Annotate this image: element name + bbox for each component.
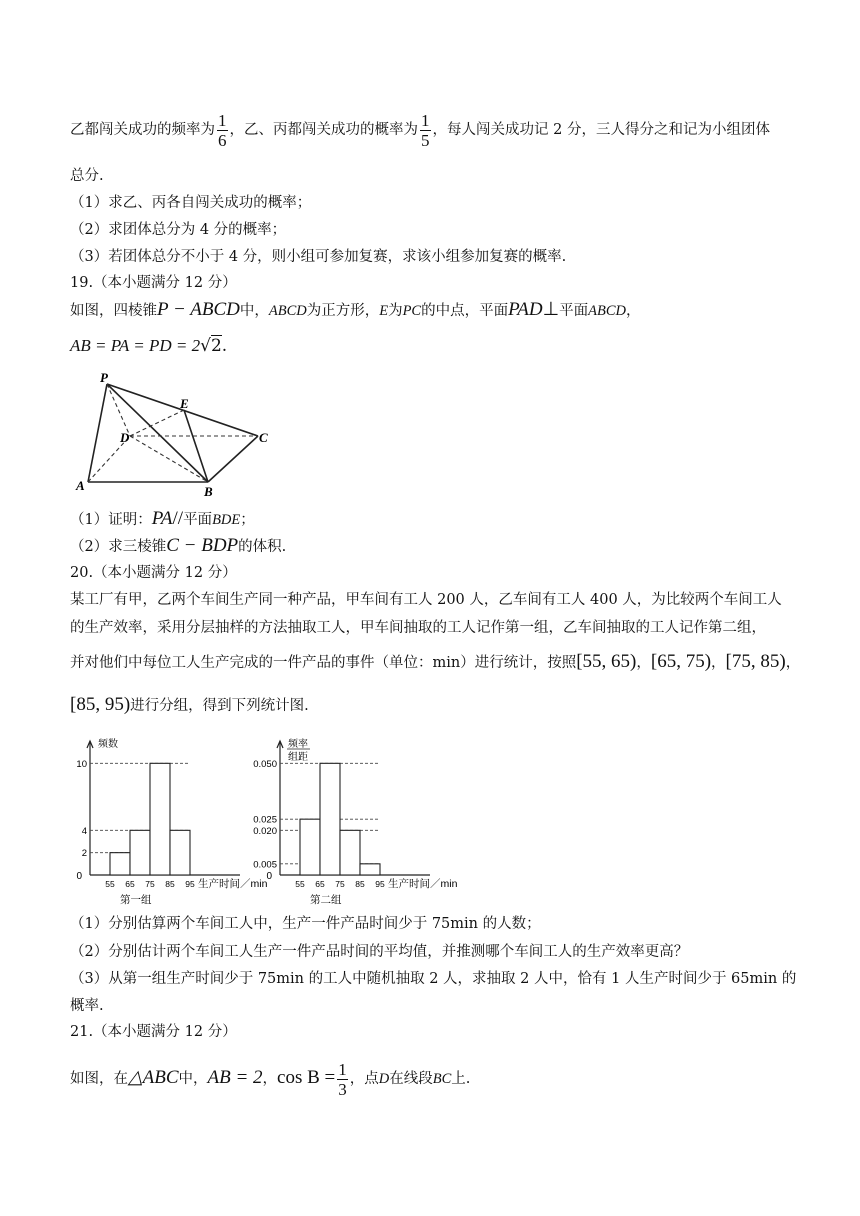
y-tick-label: 0.025 [253,814,277,826]
chart-title: 第二组 [310,894,342,906]
vertex-label-a: A [76,478,85,493]
p18-question-3: （3）若团体总分不小于 4 分，则小组可参加复赛，求该小组参加复赛的概率. [70,249,567,265]
p18-text-a: 乙都闯关成功的频率为 [70,122,215,138]
y-axis-label: 频率 [288,739,308,750]
p20-question-3a: （3）从第一组生产时间少于 75min 的工人中随机抽取 2 人，求抽取 2 人中，恰有 1 人生产时间少于 65min 的 [70,971,797,987]
y-tick-label: 4 [81,825,87,837]
p18-text-c: ，每人闯关成功记 2 分，三人得分之和记为小组团体 [432,122,770,138]
y-tick-label: 0.050 [253,758,277,770]
pyramid-figure [70,370,280,500]
p20-text-line1: 某工厂有甲，乙两个车间生产同一种产品，甲车间有工人 200 人，乙车间有工人 400 人，为比较两个车间工人 [70,592,782,608]
p18-question-1: （1）求乙、丙各自闯关成功的概率； [70,195,312,211]
x-tick-label: 55 [295,879,305,889]
y-axis-label-denominator: 组距 [288,752,308,763]
interval-75-85: [75, 85) [725,651,786,672]
y-tick-label: 0.020 [253,825,277,837]
histogram-bar-3 [150,763,170,875]
x-tick-label: 75 [335,879,345,889]
x-tick-label: 65 [125,879,135,889]
p18-line1 [70,110,770,150]
vertex-label-b: B [204,484,213,499]
p18-line2: 总分. [70,168,104,184]
p19-question-1: （1）证明：PA//平面BDE； [70,508,255,529]
histogram-bar-2 [320,763,340,875]
p20-text-line4: [85, 95)进行分组，得到下列统计图. [70,694,309,715]
histogram-bar-1 [300,819,320,875]
p19-statement: 如图，四棱锥P − ABCD中，ABCD为正方形，E为PC的中点，平面PAD⊥平面ABCD， [70,299,641,320]
x-axis-label: 生产时间／min [388,878,458,890]
p18-question-2: （2）求团体总分为 4 分的概率； [70,222,287,238]
fraction-1-5: $\frac{1}{5}$ [421,110,430,150]
histogram-bar-2 [130,830,150,875]
y-tick-label: 10 [76,758,87,770]
p20-question-1: （1）分别估算两个车间工人中，生产一件产品时间少于 75min 的人数； [70,916,541,932]
chart-title: 第一组 [120,894,152,906]
x-tick-label: 65 [315,879,325,889]
x-tick-label: 95 [375,879,385,889]
histogram-group-2 [250,733,495,905]
p20-heading: 20.（本小题满分 12 分） [70,565,237,581]
p19-equation: AB = PA = PD = 2√2. [70,336,228,356]
p21-statement: 如图，在△ABC中，AB = 2，cos B = $\frac{1}{3}$ ，点D在线段BC上. [70,1059,471,1099]
x-tick-label: 75 [145,879,155,889]
vertex-label-p: P [100,370,108,385]
interval-65-75: [65, 75) [650,651,712,672]
x-tick-label: 95 [185,879,195,889]
p18-text-b: ，乙、丙都闯关成功的概率为 [229,122,418,138]
pyramid-hidden-edges [88,384,258,482]
fraction-1-6: $\frac{1}{6}$ [218,110,227,150]
histogram-bar-4 [170,830,190,875]
y-tick-label: 0.005 [253,859,277,871]
p20-text-line2: 的生产效率，采用分层抽样的方法抽取工人，甲车间抽取的工人记作第一组，乙车间抽取的工人记作第二组， [70,620,766,636]
p20-text-line3: 并对他们中每位工人生产完成的一件产品的事件（单位：min）进行统计，按照[55, 65)，[65, 75)，[75, 85)， [70,651,801,672]
fraction-1-3: $\frac{1}{3}$ [338,1059,347,1099]
x-tick-label: 85 [165,879,175,889]
p19-question-2: （2）求三棱锥C − BDP的体积. [70,535,287,556]
x-tick-label: 85 [355,879,365,889]
histogram-bar-1 [110,853,130,875]
interval-55-65: [55, 65) [576,651,637,672]
vertex-label-d: D [120,430,130,445]
sqrt-sign: √ [200,336,211,356]
y-axis-label: 频数 [98,739,118,750]
p21-heading: 21.（本小题满分 12 分） [70,1024,237,1040]
p20-question-3b: 概率. [70,998,104,1014]
histogram-bar-3 [340,830,360,875]
vertex-label-c: C [259,430,268,445]
x-axis-label: 生产时间／min [198,878,268,890]
p20-question-2: （2）分别估计两个车间工人生产一件产品时间的平均值，并推测哪个车间工人的生产效率更高？ [70,944,689,960]
interval-85-95: [85, 95) [70,694,131,715]
p19-heading: 19.（本小题满分 12 分） [70,275,237,291]
x-tick-label: 55 [105,879,115,889]
y-tick-label: 0 [266,871,272,882]
histogram-bar-4 [360,864,380,875]
vertex-label-e: E [180,396,189,411]
y-tick-label: 2 [81,848,87,860]
y-tick-label: 0 [76,871,82,882]
